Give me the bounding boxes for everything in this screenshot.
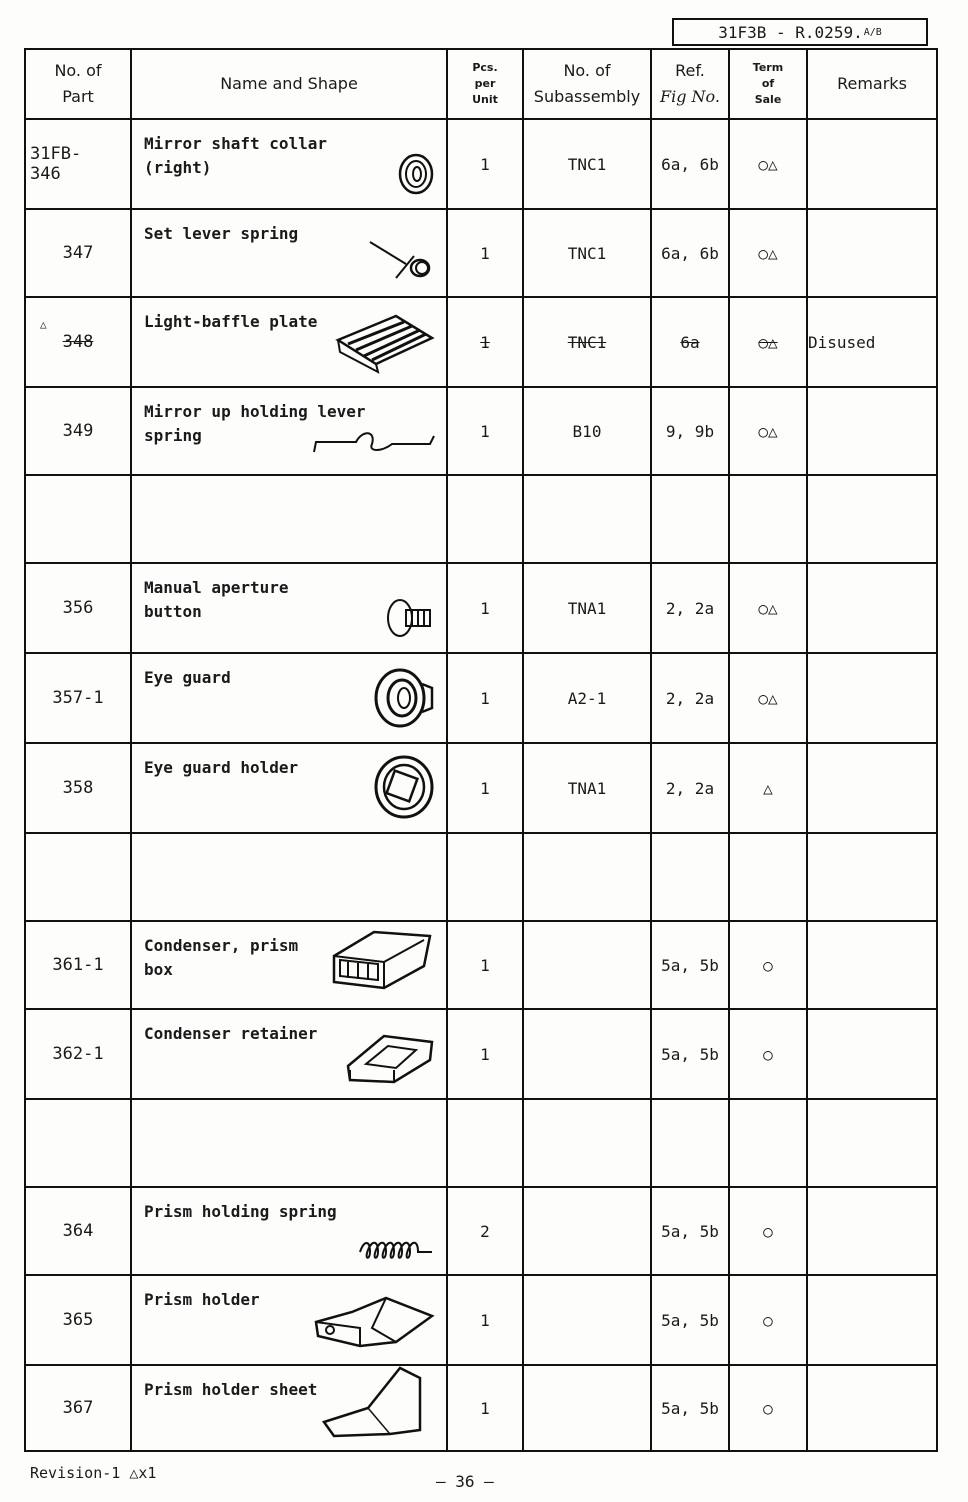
part-name-cell [131,297,447,387]
table-row [25,921,937,1009]
ref-fig-no [651,475,729,563]
table-row [25,1275,937,1365]
part-number: 365 [25,1275,131,1365]
ref-fig-no: 2, 2a [651,563,729,653]
term-of-sale: ○△ [729,563,807,653]
pcs-per-unit: 2 [447,1187,523,1275]
header-ref: Ref. Fig No. [651,49,729,119]
remarks [807,833,937,921]
pcs-per-unit: 1 [447,209,523,297]
subassembly-no [523,1009,651,1099]
remarks [807,1365,937,1451]
part-name-cell [131,1099,447,1187]
subassembly-no [523,1275,651,1365]
pcs-per-unit: 1 [447,387,523,475]
pcs-per-unit [447,1099,523,1187]
part-number: 347 [25,209,131,297]
part-number: 367 [25,1365,131,1451]
table-row [25,209,937,297]
table-row [25,119,937,209]
remarks [807,1187,937,1275]
part-number: 361-1 [25,921,131,1009]
pcs-per-unit [447,833,523,921]
table-row [25,1365,937,1451]
pcs-per-unit: 1 [447,297,523,387]
part-name: Set lever spring [144,224,299,243]
part-name-cell [131,1365,447,1451]
part-name-cell [131,387,447,475]
part-name: Prism holder sheet [144,1380,318,1399]
part-name-cell [131,1009,447,1099]
pcs-per-unit: 1 [447,743,523,833]
part-name: Eye guard holder [144,758,299,777]
part-shape-drawing [320,1364,436,1442]
revision-mark: △ [40,318,47,331]
part-shape-drawing [344,1030,436,1090]
pcs-per-unit: 1 [447,1365,523,1451]
table-row [25,297,937,387]
term-of-sale: ○△ [729,297,807,387]
header-pcs: Pcs. per Unit [447,49,523,119]
part-number: 31FB- 346 [25,119,131,209]
ref-fig-no [651,1099,729,1187]
term-of-sale: ○△ [729,119,807,209]
remarks [807,921,937,1009]
remarks [807,653,937,743]
part-name: Light-baffle plate [144,312,318,331]
parts-table [24,48,938,1452]
part-number: 349 [25,387,131,475]
part-name-cell [131,209,447,297]
doc-code: 31F3B - R.0259. [718,22,863,42]
term-of-sale: ○ [729,921,807,1009]
part-name-cell [131,743,447,833]
part-shape-drawing [330,922,436,1000]
ref-fig-no: 5a, 5b [651,1275,729,1365]
header-remarks: Remarks [807,49,937,119]
part-name: Manual aperture button [144,578,289,621]
header-row [25,49,937,119]
part-shape-drawing [312,1292,436,1356]
term-of-sale: ○△ [729,209,807,297]
term-of-sale: ○△ [729,653,807,743]
subassembly-no: TNC1 [523,209,651,297]
ref-fig-no: 6a [651,297,729,387]
part-number [25,1099,131,1187]
header-part-no: No. of Part [25,49,131,119]
part-name-cell [131,475,447,563]
ref-fig-no: 5a, 5b [651,1009,729,1099]
part-name: Mirror up holding lever spring [144,402,366,445]
part-shape-drawing [396,152,436,200]
subassembly-no [523,1099,651,1187]
table-row [25,387,937,475]
table-row [25,1099,937,1187]
part-name: Condenser, prism box [144,936,299,979]
subassembly-no: A2-1 [523,653,651,743]
ref-fig-no: 5a, 5b [651,921,729,1009]
part-shape-drawing [312,422,436,466]
header-term: Term of Sale [729,49,807,119]
remarks: Disused [807,297,937,387]
pcs-per-unit: 1 [447,563,523,653]
revision-note: Revision-1 △x1 [30,1464,157,1482]
remarks [807,119,937,209]
part-number [25,475,131,563]
table-row [25,1009,937,1099]
term-of-sale [729,1099,807,1187]
term-of-sale: △ [729,743,807,833]
part-name-cell [131,119,447,209]
table-row [25,475,937,563]
part-number: 362-1 [25,1009,131,1099]
subassembly-no [523,1187,651,1275]
pcs-per-unit: 1 [447,119,523,209]
remarks [807,387,937,475]
part-shape-drawing [374,754,436,824]
pcs-per-unit: 1 [447,1275,523,1365]
subassembly-no: TNA1 [523,743,651,833]
table-row [25,653,937,743]
pcs-per-unit: 1 [447,653,523,743]
subassembly-no: TNC1 [523,119,651,209]
subassembly-no [523,475,651,563]
remarks [807,209,937,297]
part-name-cell [131,1187,447,1275]
part-shape-drawing [332,310,436,378]
pcs-per-unit: 1 [447,1009,523,1099]
ref-fig-no: 9, 9b [651,387,729,475]
part-shape-drawing [372,666,436,734]
part-name: Eye guard [144,668,231,687]
ref-fig-no: 6a, 6b [651,209,729,297]
pcs-per-unit: 1 [447,921,523,1009]
pcs-per-unit [447,475,523,563]
ref-fig-no: 5a, 5b [651,1365,729,1451]
remarks [807,1009,937,1099]
remarks [807,1099,937,1187]
term-of-sale: ○ [729,1275,807,1365]
header-name: Name and Shape [131,49,447,119]
ref-fig-no: 2, 2a [651,653,729,743]
table-row [25,563,937,653]
part-number: 364 [25,1187,131,1275]
part-name: Prism holding spring [144,1202,337,1221]
term-of-sale: ○ [729,1009,807,1099]
ref-fig-no: 2, 2a [651,743,729,833]
term-of-sale [729,833,807,921]
part-name-cell [131,653,447,743]
part-name: Prism holder [144,1290,260,1309]
ref-fig-no [651,833,729,921]
remarks [807,1275,937,1365]
term-of-sale: ○ [729,1365,807,1451]
part-name: Condenser retainer [144,1024,318,1043]
ref-fig-no: 6a, 6b [651,119,729,209]
part-name-cell [131,833,447,921]
doc-suffix: A/B [863,26,882,38]
subassembly-no [523,833,651,921]
term-of-sale: ○ [729,1187,807,1275]
part-number: 358 [25,743,131,833]
part-shape-drawing [366,234,436,288]
subassembly-no [523,1365,651,1451]
term-of-sale [729,475,807,563]
part-number: 356 [25,563,131,653]
header-subassembly: No. of Subassembly [523,49,651,119]
part-shape-drawing [386,596,436,644]
ref-fig-no: 5a, 5b [651,1187,729,1275]
page-number: — 36 — [436,1472,494,1491]
table-row [25,743,937,833]
term-of-sale: ○△ [729,387,807,475]
part-name-cell [131,563,447,653]
remarks [807,743,937,833]
part-number: 357-1 [25,653,131,743]
subassembly-no [523,921,651,1009]
subassembly-no: B10 [523,387,651,475]
part-name: Mirror shaft collar (right) [144,134,328,177]
remarks [807,475,937,563]
table-row [25,1187,937,1275]
subassembly-no: TNC1 [523,297,651,387]
subassembly-no: TNA1 [523,563,651,653]
part-number: 348 △ [25,297,131,387]
document-reference [672,18,928,46]
part-name-cell [131,1275,447,1365]
remarks [807,563,937,653]
part-shape-drawing [356,1238,436,1266]
part-name-cell [131,921,447,1009]
table-row [25,833,937,921]
part-number [25,833,131,921]
